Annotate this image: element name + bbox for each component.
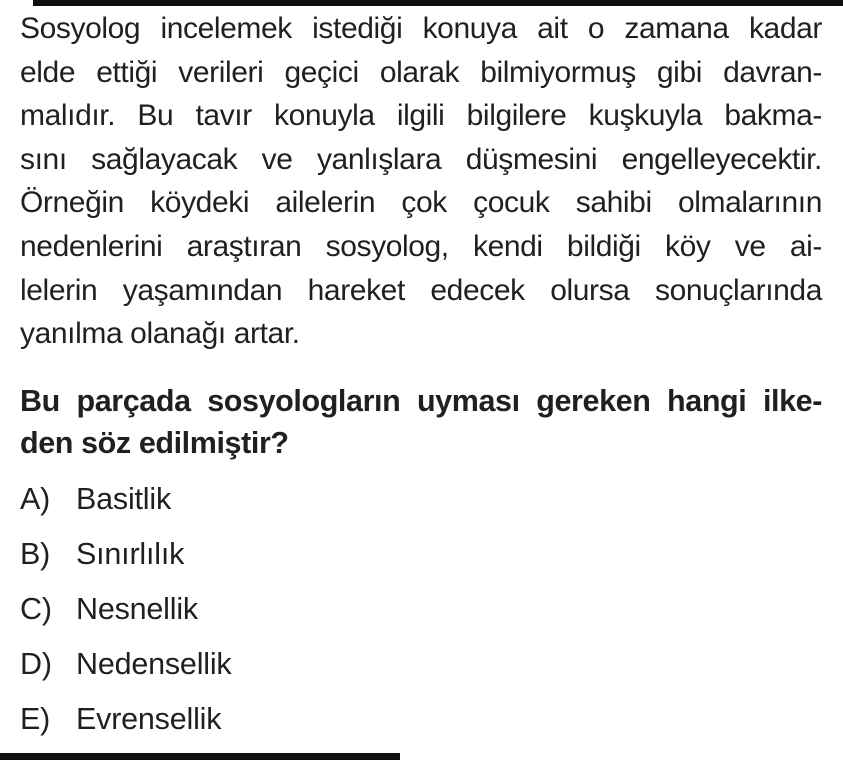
- option-letter: E): [20, 701, 51, 736]
- passage-line: nedenlerini araştıran sosyolog, kendi bildiği köy ve ai-: [20, 229, 822, 263]
- passage-line: elde ettiği verileri geçici olarak bilmiyormuş gibi davran-: [20, 55, 822, 89]
- passage: [20, 7, 822, 356]
- option-letter: C): [20, 591, 52, 626]
- option-label: Sınırlılık: [76, 536, 185, 571]
- option-letter: A): [20, 481, 51, 516]
- option-letter: B): [20, 536, 51, 571]
- passage-line: Sosyolog incelemek istediği konuya ait o zamana kadar: [20, 12, 822, 45]
- passage-line: sını sağlayacak ve yanlışlara düşmesini engelleyecektir.: [20, 142, 822, 176]
- option-label: Nedensellik: [76, 646, 232, 681]
- option-row-b[interactable]: [20, 527, 822, 582]
- option-row-c[interactable]: [20, 582, 822, 637]
- passage-line: malıdır. Bu tavır konuyla ilgili bilgilere kuşkuyla bakma-: [20, 99, 822, 133]
- option-label: Basitlik: [76, 481, 172, 516]
- option-row-a[interactable]: [20, 472, 822, 527]
- option-label: Evrensellik: [76, 701, 222, 736]
- options-list: [20, 472, 822, 747]
- passage-line: Örneğin köydeki ailelerin çok çocuk sahibi olmalarının: [20, 186, 822, 220]
- passage-line: lelerin yaşamından hareket edecek olursa sonuçlarında: [20, 273, 822, 307]
- stem-line: Bu parçada sosyologların uyması gereken hangi ilke-: [20, 383, 822, 418]
- stem-line: den söz edilmiştir?: [20, 425, 289, 460]
- option-label: Nesnellik: [76, 591, 198, 626]
- question-block: [20, 7, 822, 747]
- bottom-border-bar: [0, 753, 400, 760]
- option-letter: D): [20, 646, 52, 681]
- top-border-bar: [33, 0, 843, 6]
- option-row-e[interactable]: [20, 692, 822, 747]
- passage-line: yanılma olanağı artar.: [20, 317, 300, 351]
- question-stem: [20, 380, 822, 464]
- option-row-d[interactable]: [20, 637, 822, 692]
